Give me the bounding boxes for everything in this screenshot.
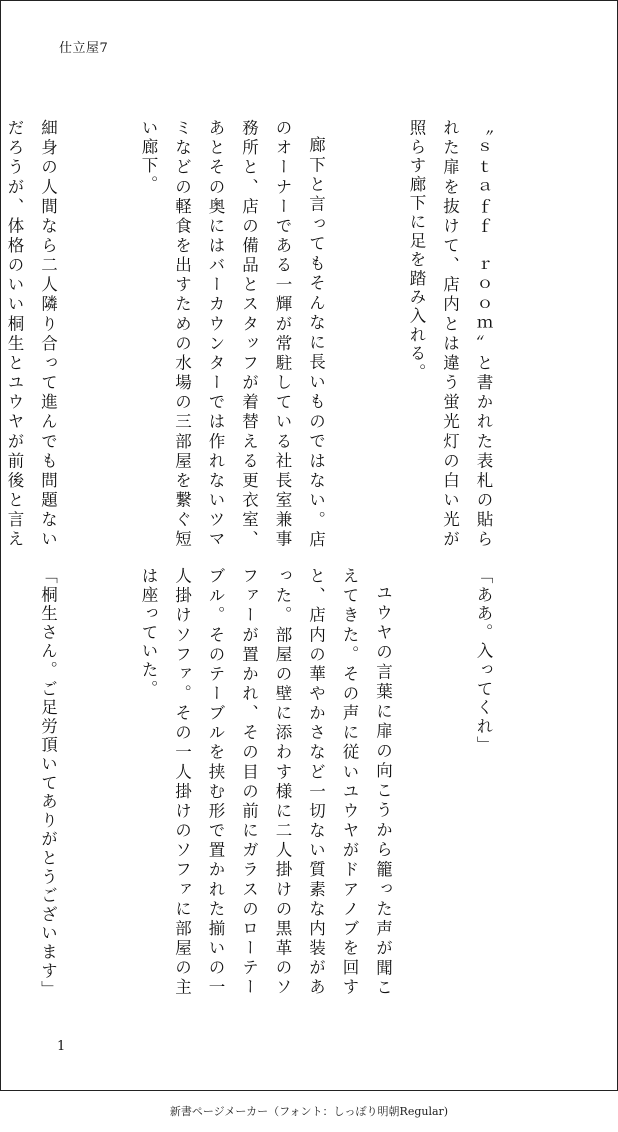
paragraph: 「ああ。入ってくれ」 [474, 567, 493, 755]
text-block-top [5, 119, 567, 549]
paragraph: 細身の人間なら二人隣り合って進んでも問題ないだろうが、体格のいい桐生とユウヤが前後と言え [5, 119, 58, 549]
page-number: 1 [57, 1039, 66, 1054]
text-block-bottom [38, 567, 567, 1000]
paragraph: 廊下と言ってもそんなに長いものではない。店のオーナーである一輝が常駐している社長室兼事務所と、店の備品とスタッフが着替える更衣室、あとその奥にはバーカウンターでは作れないツマミなどの軽食を出すための水場の三部屋を繋ぐ短い廊下。 [139, 119, 326, 549]
paragraph: ユウヤの言葉に扉の向こうから籠った声が聞こえてきた。その声に従いユウヤがドアノブを回すと、店内の華やかさなど一切ない質素な内装があった。部屋の壁に添わす様に二人掛けの黒革のソファーが置かれ、その目の前にガラスのローテーブル。そのテーブルを挟む形で置かれた揃いの一人掛けソファ。その一人掛けのソファに部屋の主は座っていた。 [139, 567, 393, 997]
paragraph: 「桐生さん。ご足労頂いてありがとうございます」 [38, 567, 58, 1000]
paragraph: 〝ｓｔａｆｆ ｒｏｏｍ〟と書かれた表札の貼られた扉を抜けて、店内とは違う蛍光灯の白い光が照らす廊下に足を踏み入れる。 [407, 119, 493, 549]
footer-credit: 新書ページメーカー（フォント：しっぽり明朝Regular) [169, 1105, 449, 1118]
running-header: 仕立屋7 [59, 41, 109, 56]
